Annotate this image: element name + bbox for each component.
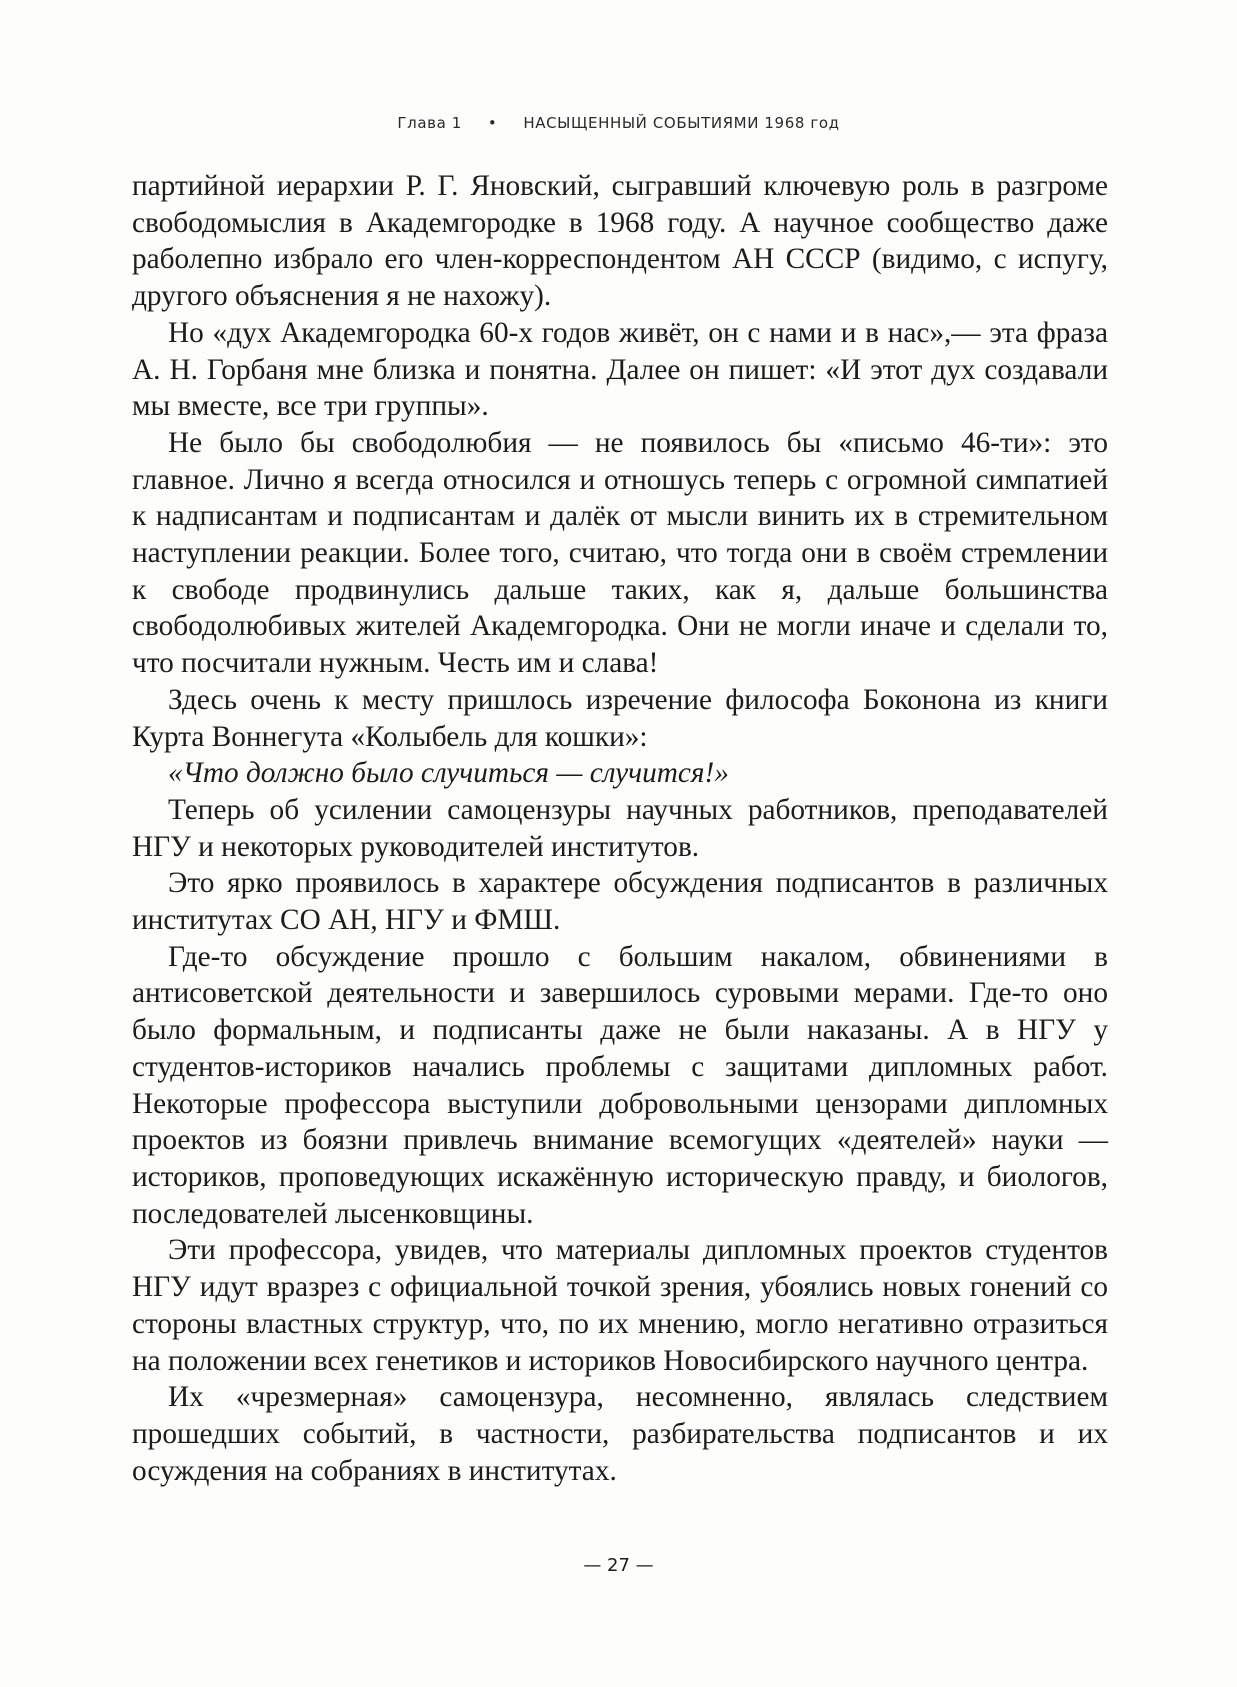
paragraph-1: партийной иерархии Р. Г. Яновский, сыгравший ключевую роль в разгроме свободомыслия в Академгородке в 1968 году. А научное сообщество даже раболепно избрало его член-корреспондентом АН СССР (видимо, с испугу, другого объяснения я не нахожу). xyxy=(132,170,1108,313)
page-number: — 27 — xyxy=(583,1555,654,1576)
paragraph-9: Эти профессора, увидев, что материалы дипломных проектов студентов НГУ идут вразрез с официальной точкой зрения, убоялись новых гонений со стороны властных структур, что, по их мнению, могло негативно отразиться на положении всех генетиков и историков Новосибирского научного центра. xyxy=(132,1234,1108,1377)
chapter-title: НАСЫЩЕННЫЙ СОБЫТИЯМИ 1968 год xyxy=(523,114,840,132)
header-separator: • xyxy=(487,114,498,132)
quote-epigraph: «Что должно было случиться — случится!» xyxy=(168,757,729,790)
running-head xyxy=(0,114,1237,132)
paragraph-2: Но «дух Академгородка 60-х годов живёт, он с нами и в нас»,— эта фраза А. Н. Горбаня мне близка и понятна. Далее он пишет: «И этот дух создавали мы вместе, все три группы». xyxy=(132,316,1108,423)
paragraph-4: Здесь очень к месту пришлось изречение философа Боконона из книги Курта Воннегута «Колыбель для кошки»: xyxy=(132,683,1108,753)
paragraph-10: Их «чрезмерная» самоцензура, несомненно, являлась следствием прошедших событий, в частности, разбирательства подписантов и их осуждения на собраниях в институтах. xyxy=(132,1381,1108,1487)
paragraph-3: Не было бы свободолюбия — не появилось бы «письмо 46-ти»: это главное. Лично я всегда относился и отношусь теперь с огромной симпатией к надписантам и подписантам и далёк от мысли винить их в стремительном наступлении реакции. Более того, считаю, что тогда они в своём стремлении к свободе продвинулись дальше таких, как я, дальше большинства свободолюбивых жителей Академгородка. Они не могли иначе и сделали то, что посчитали нужным. Честь им и слава! xyxy=(132,426,1108,680)
chapter-label: Глава 1 xyxy=(397,114,462,132)
paragraph-7: Это ярко проявилось в характере обсуждения подписантов в различных институтах СО АН, НГУ и ФМШ. xyxy=(132,867,1108,937)
body-text xyxy=(132,168,1108,1489)
paragraph-6: Теперь об усилении самоцензуры научных работников, преподавателей НГУ и некоторых руководителей институтов. xyxy=(132,793,1108,863)
paragraph-8: Где-то обсуждение прошло с большим накалом, обвинениями в антисоветской деятельности и завершилось суровыми мерами. Где-то оно было формальным, и подписанты даже не были наказаны. А в НГУ у студентов-историков начались проблемы с защитами дипломных работ. Некоторые профессора выступили добровольными цензорами дипломных проектов из боязни привлечь внимание всемогущих «деятелей» науки — историков, проповедующих искажённую историческую правду, и биологов, последователей лысенковщины. xyxy=(132,940,1108,1230)
